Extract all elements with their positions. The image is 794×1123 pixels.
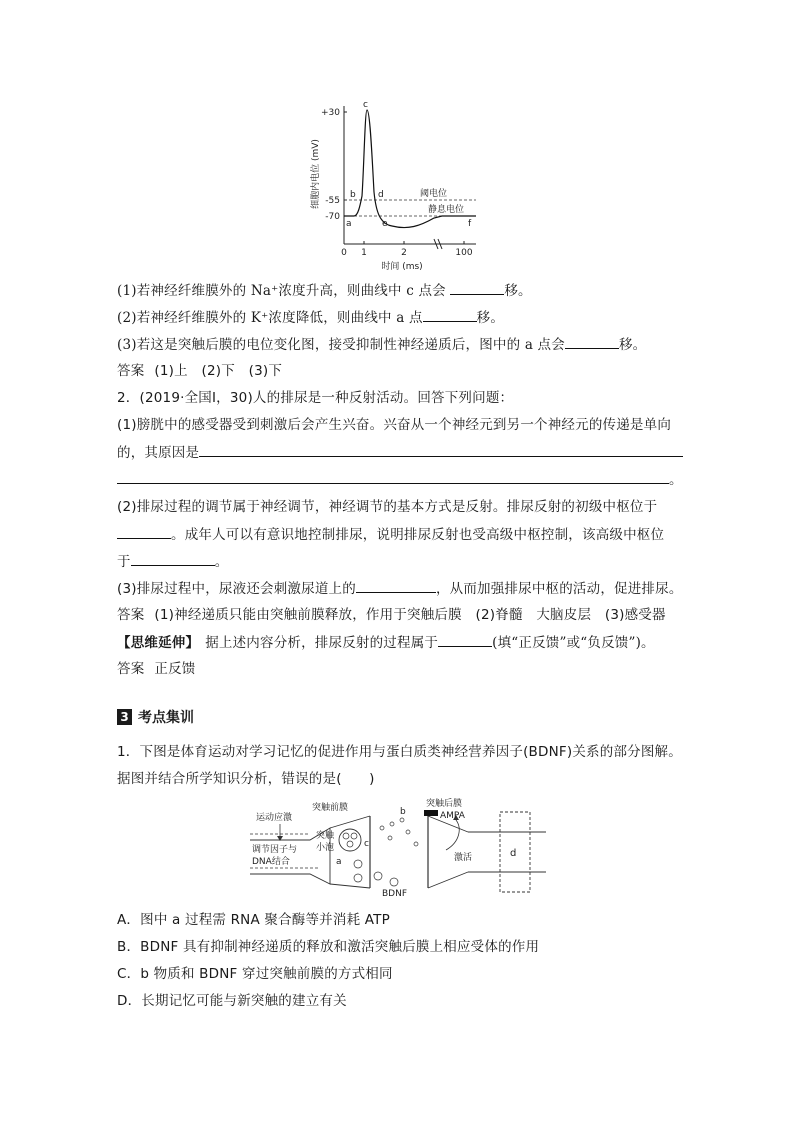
q2-sub2-line1: (2)排尿过程的调节属于神经调节，神经调节的基本方式是反射。排尿反射的初级中枢位于: [117, 499, 658, 515]
x-tick-label: 1: [361, 248, 367, 258]
bdnf-synapse-diagram: [250, 798, 550, 900]
answer-blank[interactable]: [117, 469, 669, 484]
diagram-label-c: c: [364, 839, 369, 849]
section-title: 考点集训: [138, 710, 194, 726]
diagram-label-factor-1: 调节因子与: [252, 845, 298, 855]
section-header: [117, 707, 194, 727]
q1-sub2: (2)若神经纤维膜外的 K⁺浓度降低，则曲线中 a 点 移。: [117, 307, 504, 328]
answer-blank[interactable]: [565, 334, 619, 349]
diagram-label-vesicle-1: 突触: [316, 831, 335, 841]
threshold-label: 阈电位: [420, 189, 448, 199]
answer-blank[interactable]: [117, 524, 171, 539]
y-tick-label: +30: [321, 108, 340, 118]
point-label-e: e: [382, 219, 388, 229]
q3-option-c[interactable]: C．b 物质和 BDNF 穿过突触前膜的方式相同: [117, 966, 393, 982]
q2-stem: 2．(2019·全国Ⅰ，30)人的排尿是一种反射活动。回答下列问题：: [117, 390, 514, 406]
q3-option-d[interactable]: D．长期记忆可能与新突触的建立有关: [117, 993, 347, 1009]
answer-blank[interactable]: [199, 442, 683, 457]
point-label-f: f: [468, 219, 472, 229]
x-tick-label: 100: [455, 248, 473, 258]
q1-sub1: (1)若神经纤维膜外的 Na⁺浓度升高，则曲线中 c 点会 移。: [117, 280, 532, 301]
point-label-d: d: [378, 190, 384, 200]
diagram-label-pre-membrane: 突触前膜: [312, 803, 349, 813]
y-tick-label: -70: [325, 212, 340, 222]
q3-stem-line2: 据图并结合所学知识分析，错误的是( ): [117, 771, 375, 787]
answer-blank[interactable]: [450, 280, 504, 295]
diagram-label-exercise: 运动应激: [256, 813, 293, 823]
q3-option-b[interactable]: B．BDNF 具有抑制神经递质的释放和激活突触后膜上相应受体的作用: [117, 939, 540, 955]
q2-sub1-line2: 的，其原因是: [117, 442, 683, 463]
q2-sub2-line2: 。成年人可以有意识地控制排尿，说明排尿反射也受高级中枢控制，该高级中枢位: [117, 524, 664, 545]
q1-sub3: (3)若这是突触后膜的电位变化图，接受抑制性神经递质后，图中的 a 点会 移。: [117, 334, 646, 355]
x-axis-label: 时间 (ms): [381, 262, 423, 272]
diagram-label-bdnf: BDNF: [382, 889, 408, 899]
q2-extension: 【思维延伸】 据上述内容分析，排尿反射的过程属于 (填“正反馈”或“负反馈”)。: [117, 632, 655, 653]
diagram-label-ampa: AMPA: [440, 811, 465, 821]
point-label-a: a: [346, 219, 352, 229]
q2-extension-answer: 答案 正反馈: [117, 661, 196, 677]
x-tick-label: 2: [401, 248, 407, 258]
q2-sub3: (3)排尿过程中，尿液还会刺激尿道上的 ，从而加强排尿中枢的活动，促进排尿。: [117, 578, 683, 599]
action-potential-graph: [300, 96, 490, 276]
q2-sub1-line1: (1)膀胱中的感受器受到刺激后会产生兴奋。兴奋从一个神经元到另一个神经元的传递是单向: [117, 417, 672, 433]
answer-blank[interactable]: [438, 632, 492, 647]
q2-sub2-line3: 于 。: [117, 551, 228, 572]
q2-answer: 答案 (1)神经递质只能由突触前膜释放，作用于突触后膜 (2)脊髓 大脑皮层 (3)感受器: [117, 607, 666, 623]
q1-answer: 答案 (1)上 (2)下 (3)下: [117, 363, 283, 379]
diagram-label-vesicle-2: 小泡: [316, 843, 335, 853]
diagram-label-factor-2: DNA结合: [252, 857, 290, 867]
diagram-label-activate: 激活: [454, 853, 473, 863]
point-label-b: b: [350, 190, 356, 200]
answer-blank[interactable]: [131, 551, 215, 566]
answer-blank[interactable]: [423, 307, 477, 322]
q3-option-a[interactable]: A．图中 a 过程需 RNA 聚合酶等并消耗 ATP: [117, 912, 390, 928]
diagram-label-a: a: [336, 857, 342, 867]
diagram-label-d: d: [510, 848, 517, 859]
y-tick-label: -55: [325, 196, 340, 206]
q2-sub1-line3: 。: [117, 469, 683, 490]
x-tick-label: 0: [341, 248, 347, 258]
resting-label: 静息电位: [428, 205, 465, 215]
diagram-label-b: b: [400, 807, 406, 817]
answer-blank[interactable]: [356, 578, 436, 593]
y-axis-label: 细胞内电位 (mV): [311, 139, 321, 209]
section-number: 3: [117, 709, 132, 725]
point-label-c: c: [363, 100, 368, 110]
diagram-label-post-membrane: 突触后膜: [426, 799, 463, 809]
q3-stem-line1: 1．下图是体育运动对学习记忆的促进作用与蛋白质类神经营养因子(BDNF)关系的部分图解。: [117, 744, 682, 760]
